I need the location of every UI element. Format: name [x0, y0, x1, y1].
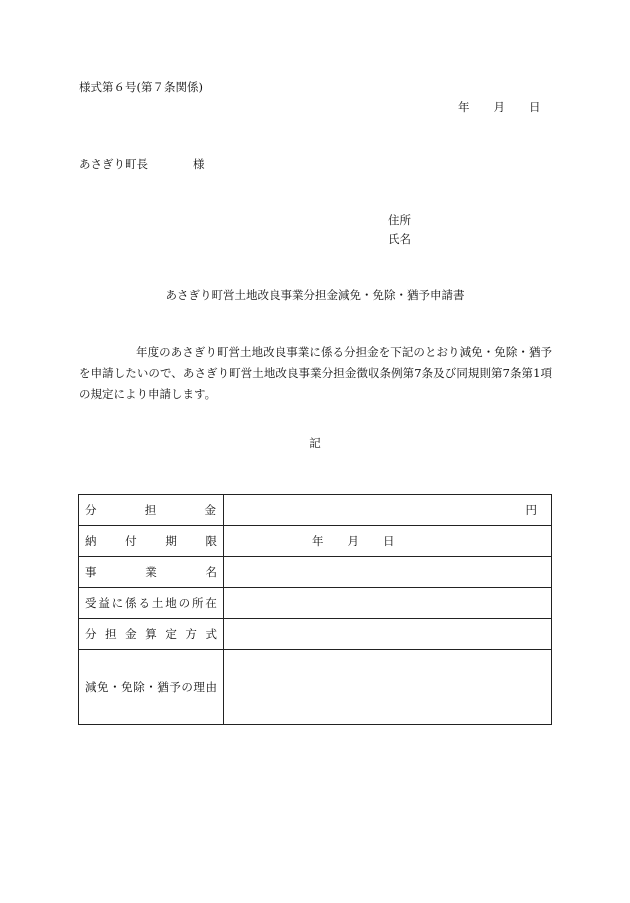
row-reason — [79, 650, 552, 725]
label-char: 減 — [85, 680, 97, 694]
name-label: 氏名 — [388, 232, 411, 246]
label-char: の — [178, 596, 191, 610]
label-char: 金 — [125, 627, 137, 641]
label-char: 免 — [97, 680, 109, 694]
addressee-name: あさぎり町長 — [79, 157, 148, 171]
label-amount — [79, 495, 224, 526]
row-land-location — [79, 588, 552, 619]
form-number: 様式第６号(第７条関係) — [79, 80, 203, 94]
label-char: 分 — [85, 503, 97, 517]
label-char: 土 — [151, 596, 164, 610]
value-reason[interactable] — [224, 650, 552, 725]
label-deadline — [79, 526, 224, 557]
deadline-year: 年 — [312, 534, 324, 548]
label-char: 名 — [205, 565, 217, 579]
label-char: ・ — [145, 680, 157, 694]
label-char: 在 — [205, 596, 217, 610]
label-char: 地 — [165, 596, 177, 610]
label-char: 限 — [205, 534, 217, 548]
label-calc-method — [79, 619, 224, 650]
label-char: 受 — [85, 596, 97, 610]
label-char: 理 — [193, 680, 205, 694]
address-label: 住所 — [388, 213, 411, 227]
yen-unit: 円 — [525, 503, 537, 517]
label-char: 業 — [145, 565, 157, 579]
label-char: 所 — [192, 596, 204, 610]
label-char: 方 — [185, 627, 197, 641]
deadline-month: 月 — [347, 534, 359, 548]
label-char: の — [181, 680, 193, 694]
label-char: 益 — [98, 596, 110, 610]
label-char: 期 — [165, 534, 177, 548]
date-line — [458, 99, 541, 115]
date-day: 日 — [529, 100, 541, 114]
label-char: 予 — [169, 680, 181, 694]
label-char: 式 — [205, 627, 217, 641]
label-char: に — [111, 596, 124, 610]
date-year: 年 — [458, 100, 470, 114]
row-deadline — [79, 526, 552, 557]
row-amount — [79, 495, 552, 526]
label-char: ・ — [109, 680, 121, 694]
label-char: る — [138, 596, 150, 610]
document-title: あさぎり町営土地改良事業分担金減免・免除・猶予申請書 — [165, 288, 465, 302]
body-text: 年度のあさぎり町営土地改良事業に係る分担金を下記のとおり減免・免除・猶予を申請したいので、あさぎり町営土地改良事業分担金徴収条例第7条及び同規則第7条第1項の規定により申請します。 — [79, 345, 552, 401]
row-project — [79, 557, 552, 588]
label-char: 由 — [205, 680, 217, 694]
label-char: 係 — [125, 596, 137, 610]
label-char: 付 — [125, 534, 137, 548]
deadline-day: 日 — [383, 534, 395, 548]
label-char: 算 — [145, 627, 157, 641]
row-calc-method — [79, 619, 552, 650]
label-project — [79, 557, 224, 588]
detail-table — [78, 494, 552, 725]
label-land-location — [79, 588, 224, 619]
ki-heading: 記 — [309, 436, 321, 450]
addressee-honorific: 様 — [193, 157, 205, 171]
label-char: 除 — [133, 680, 145, 694]
label-char: 金 — [204, 503, 216, 517]
label-char: 分 — [85, 627, 97, 641]
date-month: 月 — [493, 100, 505, 114]
value-deadline[interactable] — [224, 526, 552, 557]
label-char: 担 — [105, 627, 117, 641]
label-char: 担 — [144, 503, 157, 517]
label-char: 事 — [85, 565, 97, 579]
value-project[interactable] — [224, 557, 552, 588]
label-reason — [79, 650, 224, 725]
label-char: 定 — [165, 627, 177, 641]
value-amount[interactable] — [224, 495, 552, 526]
label-char: 猶 — [157, 680, 169, 694]
addressee — [79, 156, 205, 172]
label-char: 納 — [85, 534, 97, 548]
value-calc-method[interactable] — [224, 619, 552, 650]
applicant-block — [388, 211, 411, 249]
label-char: 免 — [121, 680, 133, 694]
value-land-location[interactable] — [224, 588, 552, 619]
body-paragraph — [79, 342, 552, 405]
